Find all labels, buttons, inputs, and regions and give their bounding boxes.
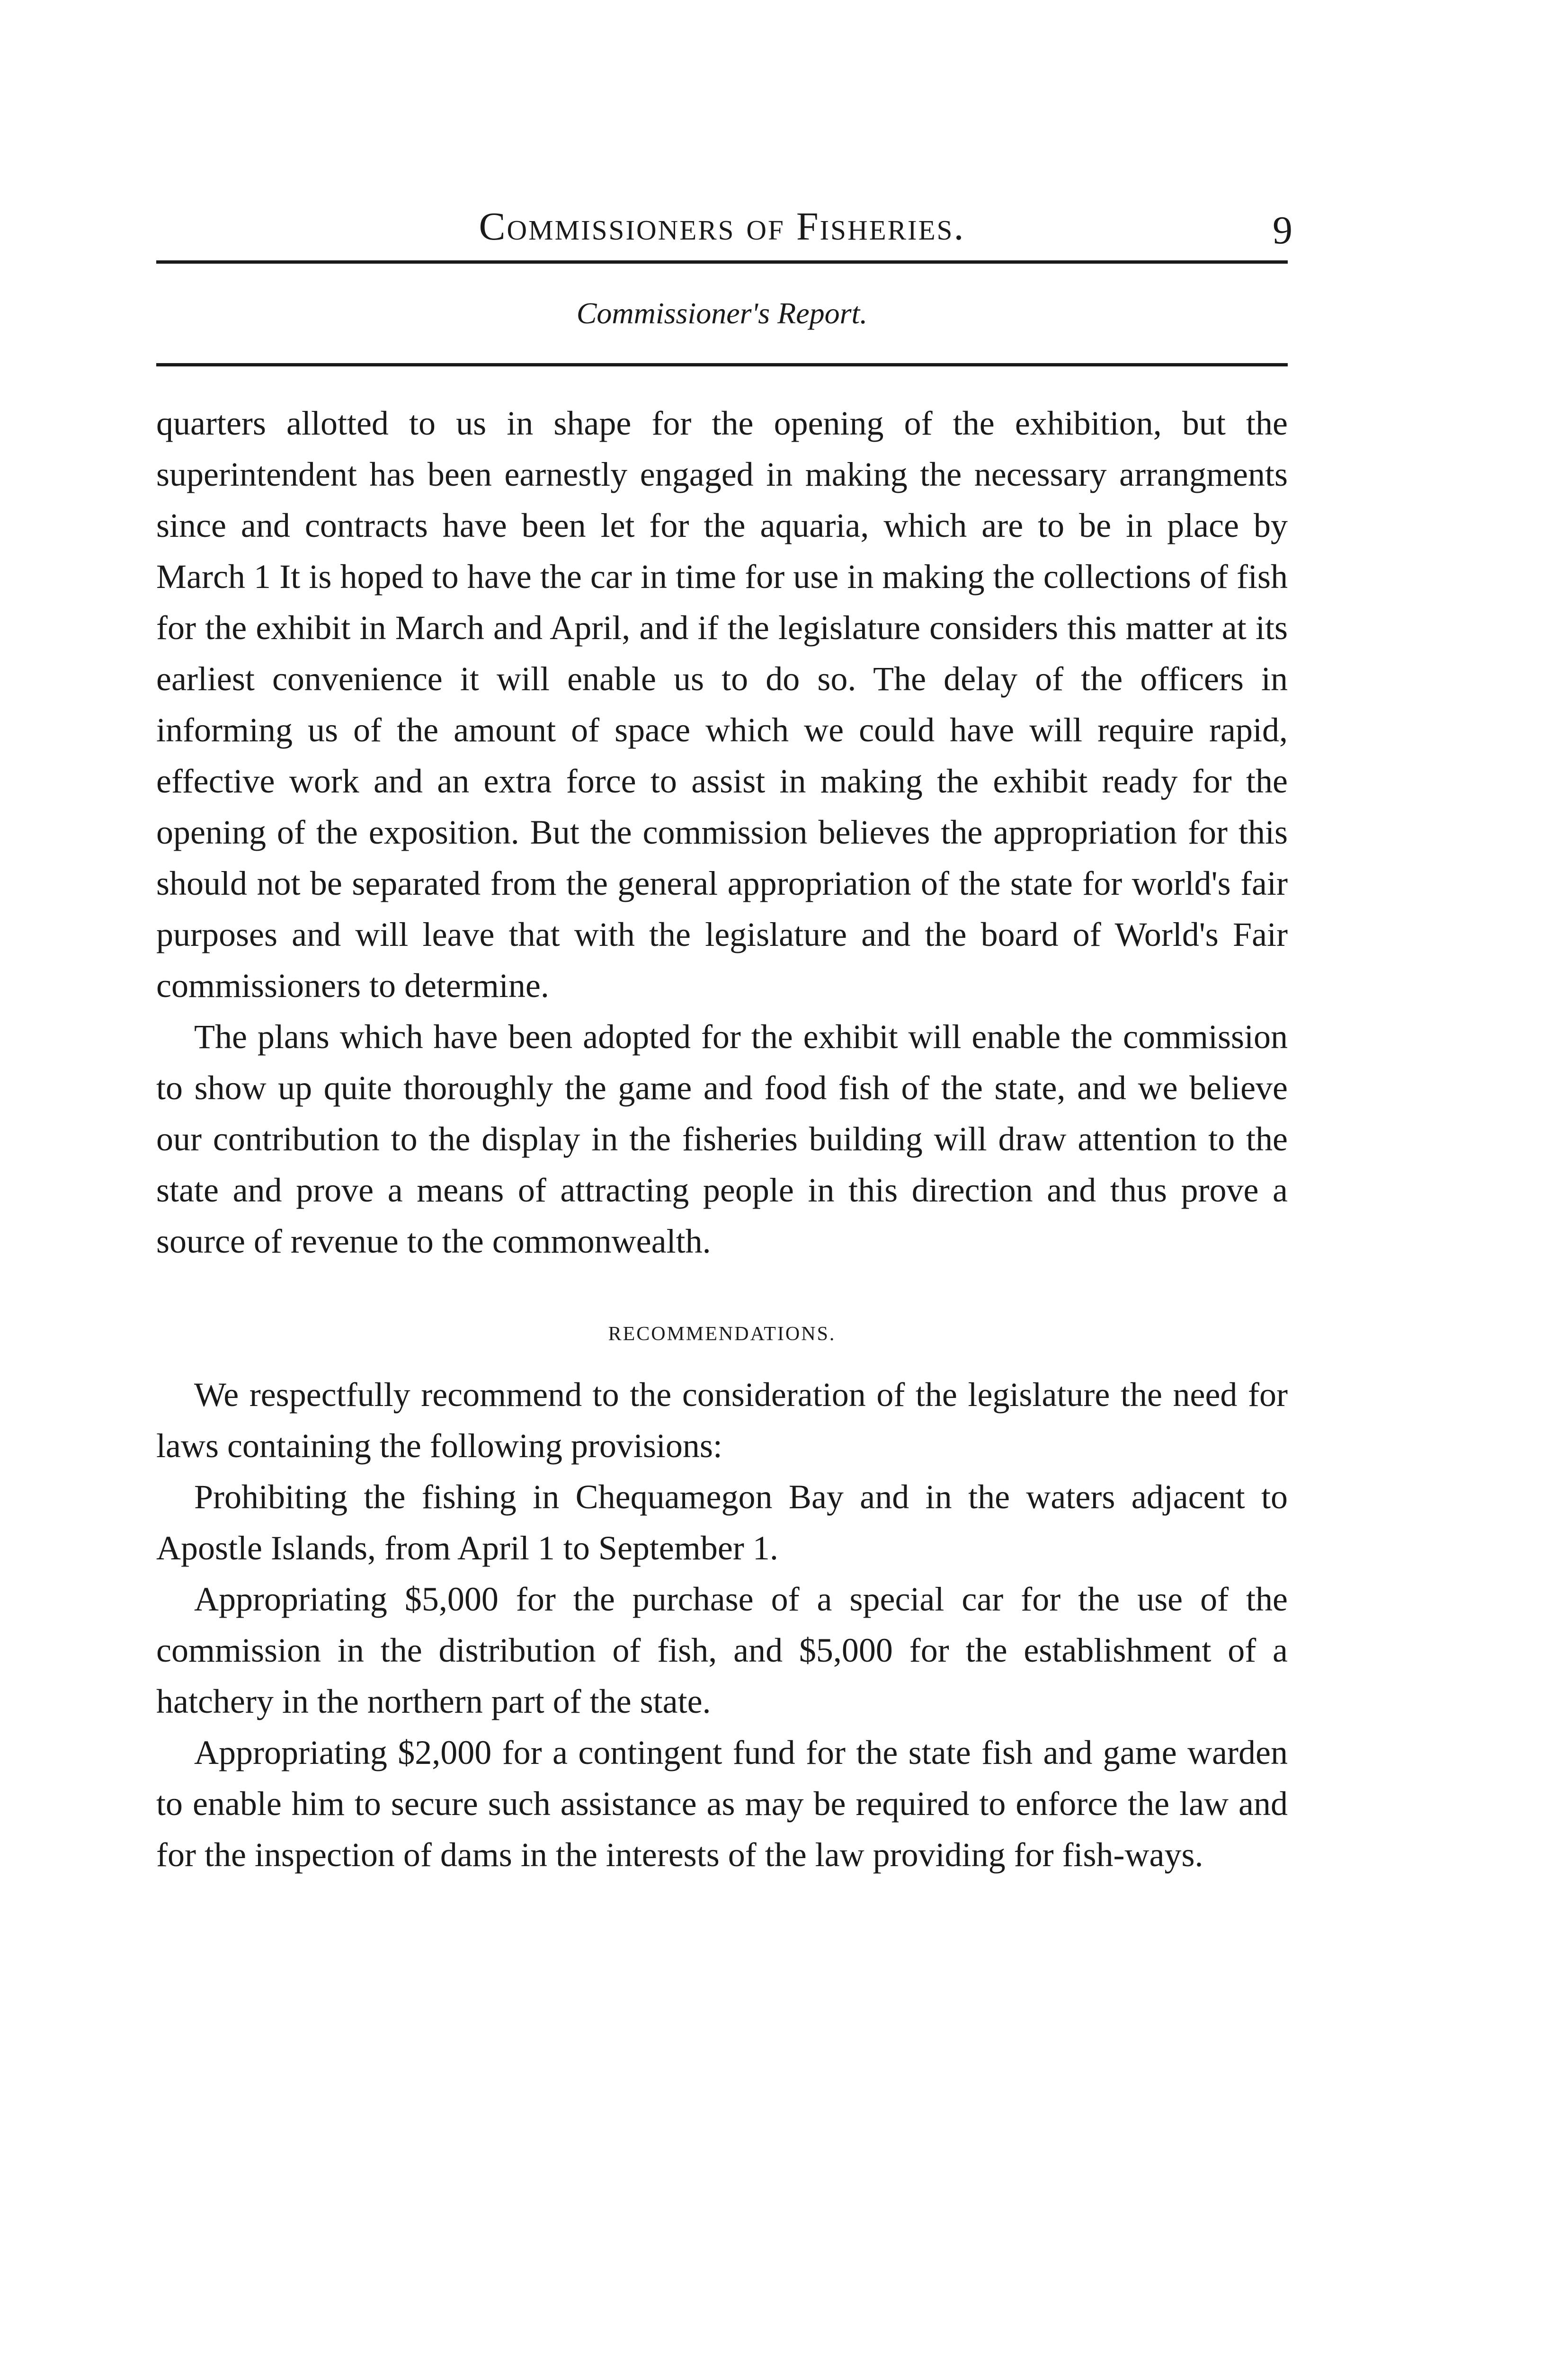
running-title: Commissioners of Fisheries. [479,205,965,249]
page-number: 9 [1273,208,1292,252]
paragraph-1: quarters allotted to us in shape for the opening of the exhibition, but the superintendent has been earnestly engaged in making the necessary arrangments since and contracts have been let for the aquaria, which are to be in place by March 1 It is hoped to have the car in time for use in making the collections of fish for the exhibit in March and April, and if the legislature considers this matter at its earliest convenience it will enable us to do so. The delay of the officers in informing us of the amount of space which we could have will require rapid, effective work and an extra force to assist in making the exhibit ready for the opening of the exposition. But the commission believes the appropriation for this should not be separated from the general appropriation of the state for world's fair purposes and will leave that with the legislature and the board of World's Fair commissioners to determine. [156,404,1288,1005]
running-head [156,189,1292,260]
document-page [156,189,1292,1880]
header-rule-top [156,260,1288,264]
paragraph-2: The plans which have been adopted for the exhibit will enable the commission to show up quite thoroughly the game and food fish of the state, and we believe our contribution to the display in the fisheries building will draw attention to the state and prove a means of attracting people in this direction and thus prove a source of revenue to the commonwealth. [156,1018,1288,1260]
recommendation-item-3: Appropriating $2,000 for a contingent fund for the state fish and game warden to enable him to secure such assistance as may be required to enforce the law and for the inspection of dams in the interests of the law providing for fish-ways. [156,1734,1288,1874]
recommendation-item-1: Prohibiting the fishing in Chequamegon Bay and in the waters adjacent to Apostle Islands, from April 1 to September 1. [156,1478,1288,1567]
recommendation-intro: We respectfully recommend to the consideration of the legislature the need for laws containing the following provisions: [156,1376,1288,1465]
body-text [156,398,1288,1880]
section-subtitle: Commissioner's Report. [576,296,868,330]
header-rule-bottom [156,363,1288,366]
recommendation-item-2: Appropriating $5,000 for the purchase of a special car for the use of the commission in the distribution of fish, and $5,000 for the establishment of a hatchery in the northern part of the state. [156,1580,1288,1720]
recommendations-heading: RECOMMENDATIONS. [608,1323,836,1345]
